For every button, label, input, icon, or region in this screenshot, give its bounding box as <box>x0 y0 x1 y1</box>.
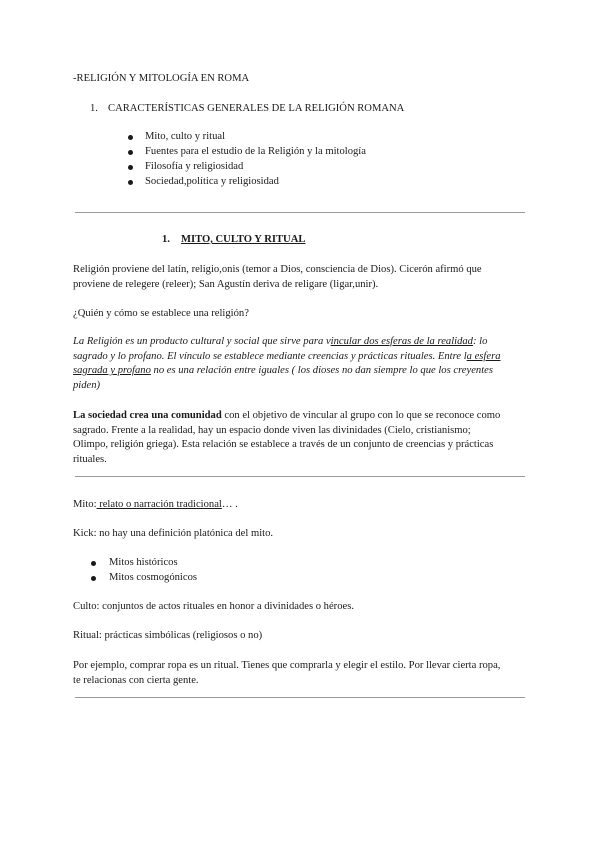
mito-types-list <box>75 556 495 586</box>
horizontal-divider <box>75 697 525 698</box>
list-item: Filosofía y religiosidad <box>125 160 545 175</box>
bullet-icon <box>128 150 133 155</box>
section-title: MITO, CULTO Y RITUAL <box>181 234 306 245</box>
topics-list <box>125 130 545 190</box>
paragraph-example: Por ejemplo, comprar ropa es un ritual. Tienes que comprarla y elegir el estilo. Por llevar cierta ropa, te relacionas con cierta gente. <box>73 660 501 686</box>
horizontal-divider <box>75 212 525 213</box>
paragraph-society: La sociedad crea una comunidad con el objetivo de vincular al grupo con lo que se reconoce como sagrado. Frente a la realidad, hay un espacio donde viven las divinidades (Cielo, cristianismo; Olimpo, religión griega). Esta relación se establece a través de un conjunto de creencias y prácticas rituales. <box>73 410 501 465</box>
list-item: Mitos cosmogónicos <box>75 571 495 586</box>
bullet-icon <box>91 576 96 581</box>
section-number: 1. <box>90 103 98 114</box>
list-item: Mito, culto y ritual <box>125 130 545 145</box>
list-item: Fuentes para el estudio de la Religión y la mitología <box>125 145 545 160</box>
document-title: -RELIGIÓN Y MITOLOGÍA EN ROMA <box>73 73 250 84</box>
bullet-icon <box>128 165 133 170</box>
horizontal-divider <box>75 476 525 477</box>
kick-line: Kick: no hay una definición platónica del mito. <box>73 528 274 539</box>
bullet-icon <box>91 561 96 566</box>
section-heading-mito <box>162 233 305 248</box>
paragraph-religion: Religión proviene del latín, religio,onis (temor a Dios, consciencia de Dios). Cicerón afirmó que proviene de relegere (releer); San Agustín deriva de religare (ligar,unir). <box>73 264 482 290</box>
mito-definition: Mito: relato o narración tradicional… . <box>73 499 238 510</box>
list-item: Mitos históricos <box>75 556 495 571</box>
section-heading-1 <box>90 102 404 117</box>
bullet-icon <box>128 180 133 185</box>
ritual-line: Ritual: prácticas simbólicas (religiosos o no) <box>73 630 263 641</box>
section-title: CARACTERÍSTICAS GENERALES DE LA RELIGIÓN ROMANA <box>108 103 405 114</box>
culto-line: Culto: conjuntos de actos rituales en honor a divinidades o héroes. <box>73 601 354 612</box>
question-line: ¿Quién y cómo se establece una religión? <box>73 308 249 319</box>
bullet-icon <box>128 135 133 140</box>
paragraph-definition: La Religión es un producto cultural y social que sirve para vincular dos esferas de la realidad: lo sagrado y lo profano. El vínculo se establece mediante creencias y prácticas rituales. Entre la esfera sagrada y profano no es una relación entre iguales ( los dioses no dan siempre lo que los creyentes piden) <box>73 336 501 391</box>
section-number: 1. <box>162 234 170 245</box>
list-item: Sociedad,política y religiosidad <box>125 175 545 190</box>
